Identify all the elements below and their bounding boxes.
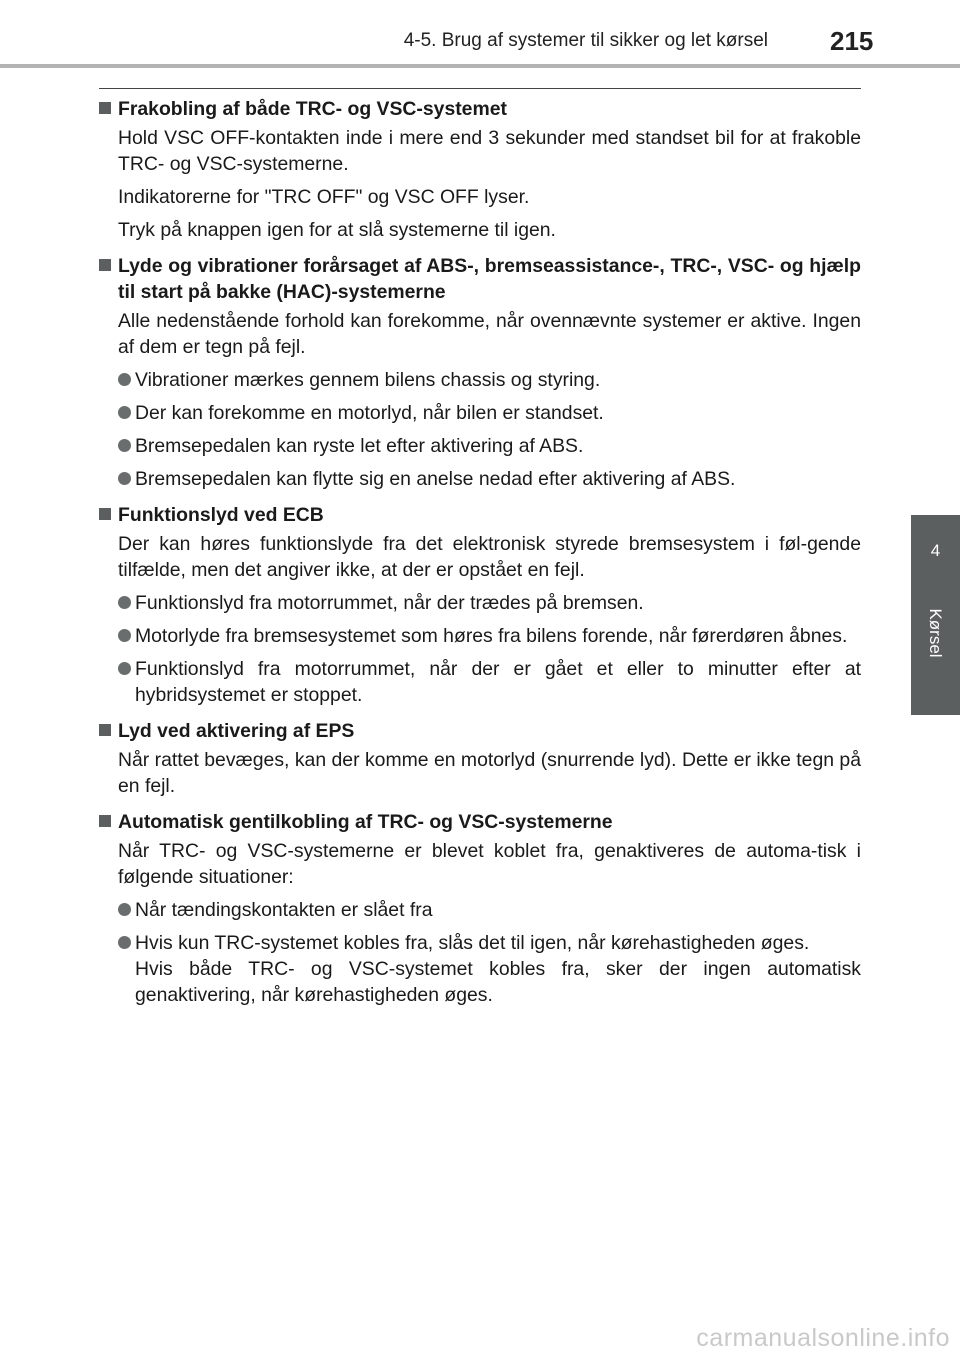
- round-bullet-icon: [118, 406, 131, 419]
- bullet-item: [118, 466, 861, 492]
- square-bullet-icon: [99, 724, 111, 736]
- bullet-item: [118, 367, 861, 393]
- bullet-item: [118, 400, 861, 426]
- section-heading: [99, 718, 861, 744]
- section-heading: [99, 253, 861, 305]
- bullet-text: Funktionslyd fra motorrummet, når der er gået et eller to minutter efter at hybridsystemet er stoppet.: [135, 658, 861, 706]
- section: [99, 718, 861, 799]
- body-paragraph: Når rattet bevæges, kan der komme en motorlyd (snurrende lyd). Dette er ikke tegn på en fejl.: [118, 749, 861, 797]
- section-heading-text: Lyd ved aktivering af EPS: [118, 720, 355, 742]
- square-bullet-icon: [99, 259, 111, 271]
- watermark-text: carmanualsonline.info: [696, 1324, 950, 1352]
- round-bullet-icon: [118, 373, 131, 386]
- body-paragraph: Hold VSC OFF-kontakten inde i mere end 3 sekunder med standset bil for at frakoble TRC- og VSC-systemerne.: [118, 127, 861, 175]
- section-heading: [99, 809, 861, 835]
- round-bullet-icon: [118, 596, 131, 609]
- section-heading-text: Frakobling af både TRC- og VSC-systemet: [118, 98, 507, 120]
- bullet-text: Når tændingskontakten er slået fra: [135, 899, 433, 921]
- round-bullet-icon: [118, 439, 131, 452]
- bullet-item: [118, 897, 861, 923]
- chapter-side-tab: [911, 515, 960, 715]
- section-heading: [99, 502, 861, 528]
- section: [99, 96, 861, 243]
- page-content: [99, 96, 861, 1018]
- bullet-text: Bremsepedalen kan flytte sig en anelse nedad efter aktivering af ABS.: [135, 468, 736, 490]
- body-paragraph: Der kan høres funktionslyde fra det elektronisk styrede bremsesystem i føl-gende tilfælde, men det angiver ikke, at der er opstået en fejl.: [118, 533, 861, 581]
- section-heading-text: Lyde og vibrationer forårsaget af ABS-, bremseassistance-, TRC-, VSC- og hjælp til start på bakke (HAC)-systemerne: [118, 255, 861, 303]
- round-bullet-icon: [118, 472, 131, 485]
- section: [99, 253, 861, 492]
- bullet-item: [118, 656, 861, 708]
- bullet-text: Funktionslyd fra motorrummet, når der trædes på bremsen.: [135, 592, 644, 614]
- header-section-title: 4-5. Brug af systemer til sikker og let kørsel: [403, 30, 768, 51]
- body-paragraph: Alle nedenstående forhold kan forekomme, når ovennævnte systemer er aktive. Ingen af dem er tegn på fejl.: [118, 310, 861, 358]
- bullet-item: [118, 433, 861, 459]
- square-bullet-icon: [99, 508, 111, 520]
- bullet-item: [118, 590, 861, 616]
- page-number: 215: [830, 26, 874, 56]
- bullet-text: Vibrationer mærkes gennem bilens chassis og styring.: [135, 369, 601, 391]
- body-paragraph: Når TRC- og VSC-systemerne er blevet koblet fra, genaktiveres de automa-tisk i følgende situationer:: [118, 840, 861, 888]
- section-heading-text: Funktionslyd ved ECB: [118, 504, 324, 526]
- body-paragraph: Tryk på knappen igen for at slå systemerne til igen.: [118, 219, 556, 241]
- bullet-text: Motorlyde fra bremsesystemet som høres fra bilens forende, når førerdøren åbnes.: [135, 625, 848, 647]
- header-divider: [0, 64, 960, 68]
- section: [99, 809, 861, 1008]
- round-bullet-icon: [118, 662, 131, 675]
- chapter-number: 4: [930, 541, 941, 560]
- square-bullet-icon: [99, 815, 111, 827]
- bullet-text: Hvis kun TRC-systemet kobles fra, slås det til igen, når kørehastigheden øges. Hvis både TRC- og VSC-systemet kobles fra, sker der ingen automatisk genaktivering, når kørehastigheden øges.: [135, 932, 861, 1006]
- square-bullet-icon: [99, 102, 111, 114]
- round-bullet-icon: [118, 629, 131, 642]
- bullet-item: [118, 930, 861, 1008]
- section-heading-text: Automatisk gentilkobling af TRC- og VSC-systemerne: [118, 811, 613, 833]
- round-bullet-icon: [118, 903, 131, 916]
- bullet-text: Bremsepedalen kan ryste let efter aktivering af ABS.: [135, 435, 584, 457]
- chapter-label: Kørsel: [926, 608, 945, 658]
- bullet-item: [118, 623, 861, 649]
- round-bullet-icon: [118, 936, 131, 949]
- bullet-text: Der kan forekomme en motorlyd, når bilen er standset.: [135, 402, 604, 424]
- content-top-rule: [99, 88, 861, 89]
- section-heading: [99, 96, 861, 122]
- section: [99, 502, 861, 708]
- body-paragraph: Indikatorerne for "TRC OFF" og VSC OFF lyser.: [118, 186, 530, 208]
